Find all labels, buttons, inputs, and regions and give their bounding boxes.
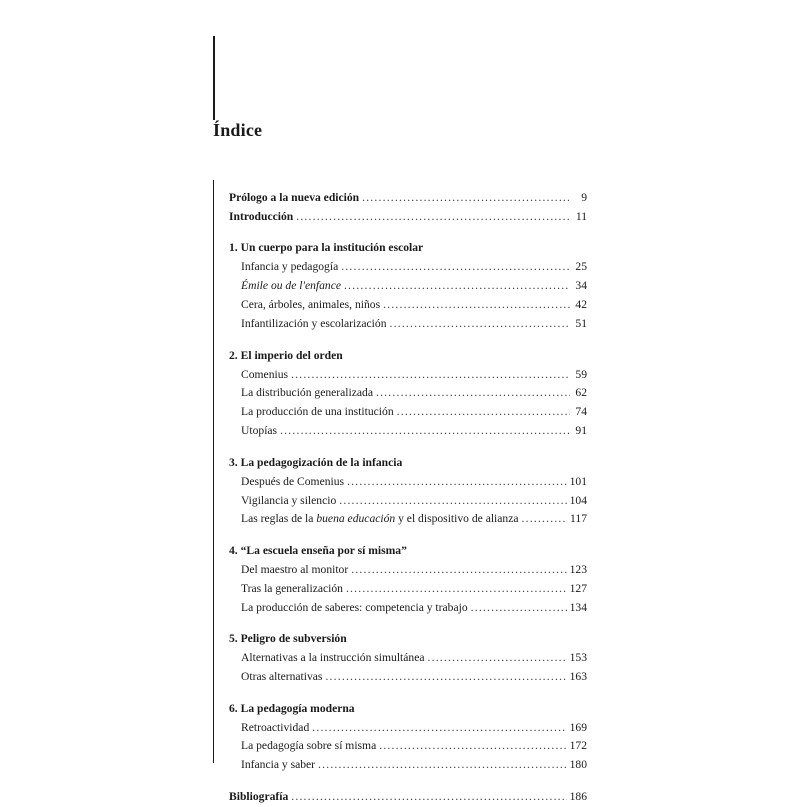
dot-leader bbox=[383, 296, 570, 315]
toc-entry-label: Infancia y saber bbox=[241, 758, 316, 772]
toc-entry[interactable] bbox=[229, 668, 587, 687]
toc-entry[interactable] bbox=[229, 473, 587, 492]
chapter-title: 3. La pedagogización de la infancia bbox=[229, 455, 403, 469]
toc-entry-label: Utopías bbox=[241, 424, 278, 438]
decorative-rule-top bbox=[213, 36, 215, 120]
toc-entry[interactable] bbox=[229, 756, 587, 775]
toc-entry-label: Retroactividad bbox=[241, 720, 310, 734]
chapter-5 bbox=[229, 630, 587, 687]
dot-leader bbox=[291, 366, 570, 385]
chapter-2 bbox=[229, 347, 587, 441]
toc-entry-label: Después de Comenius bbox=[241, 474, 345, 488]
toc-entry-label: Infantilización y escolarización bbox=[241, 317, 387, 331]
dot-leader bbox=[339, 492, 566, 511]
dot-leader bbox=[347, 473, 567, 492]
toc-entry-label: La producción de saberes: competencia y trabajo bbox=[241, 600, 468, 614]
chapter-title: 2. El imperio del orden bbox=[229, 348, 343, 362]
toc-page-number: 59 bbox=[575, 367, 587, 381]
toc-entry-label: La pedagogía sobre sí misma bbox=[241, 739, 377, 753]
toc-page-number: 127 bbox=[569, 581, 587, 595]
dot-leader bbox=[296, 208, 570, 227]
toc-page-number: 25 bbox=[575, 260, 587, 274]
label-text: y el dispositivo de alianza bbox=[395, 512, 519, 526]
chapter-heading[interactable] bbox=[229, 630, 587, 649]
chapter-title: 6. La pedagogía moderna bbox=[229, 701, 355, 715]
dot-leader bbox=[376, 384, 570, 403]
toc-page-number: 34 bbox=[575, 279, 587, 293]
toc-entry-label: Prólogo a la nueva edición bbox=[229, 191, 360, 204]
chapter-heading[interactable] bbox=[229, 542, 587, 561]
dot-leader bbox=[341, 258, 570, 277]
toc-entry[interactable] bbox=[229, 510, 587, 529]
toc-entry-label: Alternativas a la instrucción simultánea bbox=[241, 651, 425, 665]
dot-leader bbox=[318, 756, 567, 775]
dot-leader bbox=[291, 788, 566, 807]
decorative-rule-side bbox=[213, 180, 214, 763]
dot-leader bbox=[325, 668, 566, 687]
chapter-1 bbox=[229, 239, 587, 333]
dot-leader bbox=[522, 510, 568, 529]
chapter-heading[interactable] bbox=[229, 700, 587, 719]
toc-page-number: 172 bbox=[569, 739, 587, 753]
dot-leader bbox=[351, 561, 566, 580]
toc-page-number: 101 bbox=[569, 474, 587, 488]
toc-page-number: 117 bbox=[570, 512, 587, 526]
toc-page-number: 91 bbox=[575, 424, 587, 438]
toc-entry-label: La producción de una institución bbox=[241, 405, 394, 419]
toc-page-number: 74 bbox=[575, 405, 587, 419]
toc-page-number: 42 bbox=[575, 298, 587, 312]
toc-page-number: 9 bbox=[581, 191, 587, 204]
toc-entry[interactable] bbox=[229, 403, 587, 422]
toc-page-number: 153 bbox=[569, 651, 587, 665]
dot-leader bbox=[428, 649, 567, 668]
toc-entry-label: Comenius bbox=[241, 367, 289, 381]
dot-leader bbox=[397, 403, 570, 422]
toc-entry-label: Tras la generalización bbox=[241, 581, 343, 595]
toc-entry[interactable] bbox=[229, 315, 587, 334]
toc-entry-label: Del maestro al monitor bbox=[241, 562, 349, 576]
toc-entry-label: Introducción bbox=[229, 209, 294, 223]
toc-entry-label: Infancia y pedagogía bbox=[241, 260, 339, 274]
chapter-heading[interactable] bbox=[229, 239, 587, 258]
toc-page-number: 163 bbox=[569, 670, 587, 684]
toc-entry[interactable] bbox=[229, 258, 587, 277]
toc-entry[interactable] bbox=[229, 649, 587, 668]
toc-page-number: 186 bbox=[569, 789, 587, 803]
toc-entry[interactable] bbox=[229, 492, 587, 511]
chapter-title: 1. Un cuerpo para la institución escolar bbox=[229, 241, 424, 255]
toc-entry-label: Bibliografía bbox=[229, 789, 289, 803]
italic-title: Émile ou de l'enfance bbox=[241, 279, 342, 293]
toc-entry-bibliografia[interactable] bbox=[229, 788, 587, 807]
dot-leader bbox=[390, 315, 571, 334]
toc-entry[interactable] bbox=[229, 366, 587, 385]
toc-entry-label: Otras alternativas bbox=[241, 670, 323, 684]
toc-entry-introduccion[interactable] bbox=[229, 208, 587, 227]
dot-leader bbox=[312, 719, 566, 738]
label-text: Las reglas de la bbox=[241, 512, 317, 526]
dot-leader bbox=[344, 277, 570, 296]
toc-entry-label: Cera, árboles, animales, niños bbox=[241, 298, 381, 312]
toc-entry[interactable] bbox=[229, 384, 587, 403]
chapter-title: 4. “La escuela enseña por sí misma” bbox=[229, 544, 407, 557]
toc-entry[interactable] bbox=[229, 580, 587, 599]
chapter-heading[interactable] bbox=[229, 454, 587, 473]
table-of-contents bbox=[229, 189, 587, 807]
toc-entry[interactable] bbox=[229, 561, 587, 580]
toc-page-number: 180 bbox=[569, 758, 587, 772]
toc-entry-label: Vigilancia y silencio bbox=[241, 493, 337, 507]
dot-leader bbox=[379, 737, 566, 756]
chapter-3 bbox=[229, 454, 587, 530]
chapter-title: 5. Peligro de subversión bbox=[229, 632, 347, 646]
dot-leader bbox=[346, 580, 567, 599]
toc-entry-label bbox=[241, 510, 519, 529]
chapter-6 bbox=[229, 700, 587, 776]
toc-page-number: 11 bbox=[575, 209, 587, 223]
chapter-heading[interactable] bbox=[229, 347, 587, 366]
toc-entry[interactable] bbox=[229, 277, 587, 296]
toc-entry-label: La distribución generalizada bbox=[241, 386, 373, 400]
italic-title: buena educación bbox=[316, 512, 396, 526]
toc-page-number: 51 bbox=[575, 317, 587, 331]
toc-page-number: 123 bbox=[569, 562, 587, 576]
toc-entry[interactable] bbox=[229, 719, 587, 738]
dot-leader bbox=[362, 189, 570, 208]
toc-entry[interactable] bbox=[229, 296, 587, 315]
dot-leader bbox=[471, 599, 567, 618]
toc-entry-prologo[interactable] bbox=[229, 189, 587, 208]
toc-entry-label bbox=[241, 277, 341, 296]
toc-entry[interactable] bbox=[229, 599, 587, 618]
dot-leader bbox=[280, 422, 570, 441]
chapter-4 bbox=[229, 542, 587, 618]
toc-page-number: 134 bbox=[569, 600, 587, 614]
toc-page-number: 169 bbox=[569, 720, 587, 734]
toc-entry[interactable] bbox=[229, 737, 587, 756]
toc-entry[interactable] bbox=[229, 422, 587, 441]
page-title: Índice bbox=[213, 120, 263, 140]
toc-page-number: 62 bbox=[575, 386, 587, 400]
toc-page-number: 104 bbox=[569, 493, 587, 507]
